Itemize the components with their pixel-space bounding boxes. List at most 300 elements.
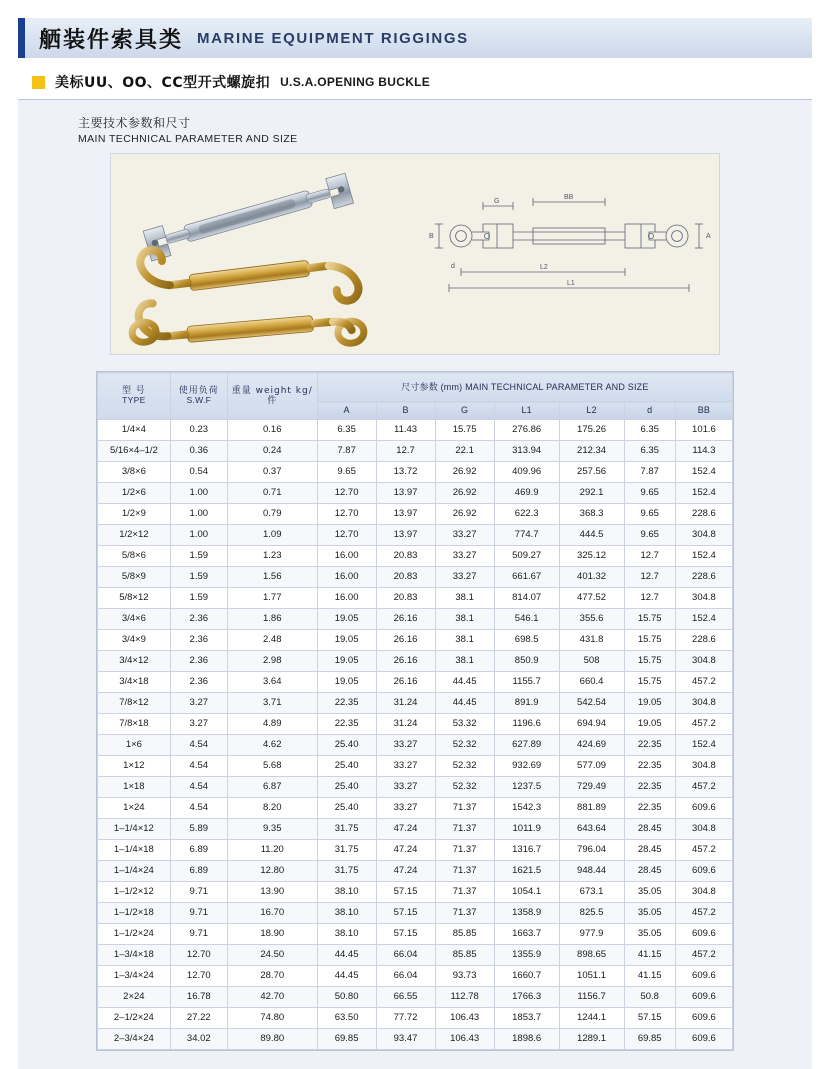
table-cell: 1/2×12 xyxy=(98,525,171,546)
table-cell: 4.54 xyxy=(170,777,227,798)
table-cell: 609.6 xyxy=(675,1008,732,1029)
params-label-block xyxy=(78,114,790,145)
table-cell: 26.16 xyxy=(376,609,435,630)
table-cell: 1.00 xyxy=(170,483,227,504)
table-cell: 28.45 xyxy=(624,861,675,882)
table-cell: 355.6 xyxy=(559,609,624,630)
table-row xyxy=(98,546,733,567)
table-cell: 932.69 xyxy=(494,756,559,777)
table-cell: 35.05 xyxy=(624,903,675,924)
table-cell: 101.6 xyxy=(675,420,732,441)
table-cell: 3/8×6 xyxy=(98,462,171,483)
table-row xyxy=(98,966,733,987)
table-cell: 38.10 xyxy=(317,903,376,924)
header-title-cn: 舾装件索具类 xyxy=(39,27,184,53)
col-header-b: B xyxy=(376,402,435,420)
table-cell: 3/4×18 xyxy=(98,672,171,693)
table-cell: 477.52 xyxy=(559,588,624,609)
table-cell: 7.87 xyxy=(624,462,675,483)
table-cell: 38.1 xyxy=(435,630,494,651)
table-row xyxy=(98,1008,733,1029)
table-cell: 25.40 xyxy=(317,798,376,819)
table-cell: 1054.1 xyxy=(494,882,559,903)
table-cell: 1–1/2×24 xyxy=(98,924,171,945)
spec-table-head xyxy=(98,373,733,420)
table-cell: 12.7 xyxy=(624,546,675,567)
table-cell: 1–3/4×24 xyxy=(98,966,171,987)
table-cell: 15.75 xyxy=(624,672,675,693)
table-cell: 66.04 xyxy=(376,966,435,987)
svg-text:d: d xyxy=(451,263,455,270)
table-cell: 26.16 xyxy=(376,651,435,672)
spec-table xyxy=(97,372,733,1050)
svg-text:A: A xyxy=(706,233,711,240)
table-cell: 31.75 xyxy=(317,819,376,840)
table-cell: 11.43 xyxy=(376,420,435,441)
table-cell: 2×24 xyxy=(98,987,171,1008)
table-cell: 44.45 xyxy=(435,693,494,714)
table-cell: 6.35 xyxy=(624,420,675,441)
table-cell: 304.8 xyxy=(675,756,732,777)
table-row xyxy=(98,567,733,588)
table-cell: 12.70 xyxy=(317,525,376,546)
table-cell: 1244.1 xyxy=(559,1008,624,1029)
table-cell: 444.5 xyxy=(559,525,624,546)
table-cell: 112.78 xyxy=(435,987,494,1008)
table-cell: 20.83 xyxy=(376,567,435,588)
table-cell: 19.05 xyxy=(317,672,376,693)
table-cell: 609.6 xyxy=(675,924,732,945)
table-row xyxy=(98,882,733,903)
table-cell: 16.70 xyxy=(227,903,317,924)
table-cell: 13.97 xyxy=(376,525,435,546)
table-cell: 5/8×6 xyxy=(98,546,171,567)
table-cell: 12.7 xyxy=(376,441,435,462)
table-cell: 57.15 xyxy=(376,903,435,924)
table-cell: 44.45 xyxy=(435,672,494,693)
table-cell: 643.64 xyxy=(559,819,624,840)
table-cell: 409.96 xyxy=(494,462,559,483)
table-cell: 11.20 xyxy=(227,840,317,861)
table-cell: 850.9 xyxy=(494,651,559,672)
table-cell: 12.80 xyxy=(227,861,317,882)
table-cell: 1.09 xyxy=(227,525,317,546)
table-row xyxy=(98,525,733,546)
table-cell: 6.35 xyxy=(317,420,376,441)
table-cell: 33.27 xyxy=(376,777,435,798)
table-cell: 2.48 xyxy=(227,630,317,651)
table-cell: 1156.7 xyxy=(559,987,624,1008)
table-cell: 660.4 xyxy=(559,672,624,693)
table-cell: 257.56 xyxy=(559,462,624,483)
table-cell: 1–1/4×12 xyxy=(98,819,171,840)
table-cell: 7/8×12 xyxy=(98,693,171,714)
table-cell: 1/2×9 xyxy=(98,504,171,525)
table-row xyxy=(98,840,733,861)
col-header-swf xyxy=(170,373,227,420)
table-cell: 1–1/2×18 xyxy=(98,903,171,924)
table-cell: 1766.3 xyxy=(494,987,559,1008)
col-header-g: G xyxy=(435,402,494,420)
table-cell: 304.8 xyxy=(675,651,732,672)
table-cell: 546.1 xyxy=(494,609,559,630)
table-cell: 9.65 xyxy=(624,525,675,546)
table-cell: 31.24 xyxy=(376,714,435,735)
table-row xyxy=(98,504,733,525)
table-cell: 9.71 xyxy=(170,882,227,903)
table-cell: 13.90 xyxy=(227,882,317,903)
svg-text:L2: L2 xyxy=(540,264,548,271)
col-header-type xyxy=(98,373,171,420)
col-header-group-size: 尺寸参数 (mm) MAIN TECHNICAL PARAMETER AND SIZE xyxy=(317,373,732,402)
table-cell: 2.98 xyxy=(227,651,317,672)
table-cell: 33.27 xyxy=(435,567,494,588)
table-cell: 212.34 xyxy=(559,441,624,462)
table-cell: 66.04 xyxy=(376,945,435,966)
table-cell: 12.70 xyxy=(317,483,376,504)
col-header-l2: L2 xyxy=(559,402,624,420)
table-cell: 881.89 xyxy=(559,798,624,819)
table-row xyxy=(98,651,733,672)
table-cell: 89.80 xyxy=(227,1029,317,1050)
table-cell: 3/4×6 xyxy=(98,609,171,630)
table-cell: 457.2 xyxy=(675,945,732,966)
table-cell: 3/4×9 xyxy=(98,630,171,651)
table-cell: 34.02 xyxy=(170,1029,227,1050)
table-cell: 1.23 xyxy=(227,546,317,567)
product-figure xyxy=(110,153,720,355)
table-cell: 276.86 xyxy=(494,420,559,441)
table-cell: 77.72 xyxy=(376,1008,435,1029)
table-cell: 3.64 xyxy=(227,672,317,693)
table-cell: 457.2 xyxy=(675,777,732,798)
table-cell: 825.5 xyxy=(559,903,624,924)
table-cell: 42.70 xyxy=(227,987,317,1008)
table-cell: 9.71 xyxy=(170,903,227,924)
table-cell: 52.32 xyxy=(435,756,494,777)
section-subtitle xyxy=(18,72,812,92)
table-cell: 1×24 xyxy=(98,798,171,819)
square-bullet-icon xyxy=(32,76,45,89)
col-header-d: d xyxy=(624,402,675,420)
table-cell: 50.80 xyxy=(317,987,376,1008)
table-row xyxy=(98,756,733,777)
table-cell: 457.2 xyxy=(675,672,732,693)
table-row xyxy=(98,798,733,819)
table-cell: 57.15 xyxy=(624,1008,675,1029)
header-row-1 xyxy=(98,373,733,402)
table-cell: 3/4×12 xyxy=(98,651,171,672)
table-cell: 12.70 xyxy=(170,966,227,987)
table-cell: 22.35 xyxy=(624,798,675,819)
table-cell: 325.12 xyxy=(559,546,624,567)
table-cell: 698.5 xyxy=(494,630,559,651)
technical-drawing xyxy=(421,172,713,312)
table-cell: 26.92 xyxy=(435,504,494,525)
table-cell: 304.8 xyxy=(675,819,732,840)
table-cell: 1×18 xyxy=(98,777,171,798)
svg-text:L1: L1 xyxy=(567,280,575,287)
table-cell: 292.1 xyxy=(559,483,624,504)
table-cell: 431.8 xyxy=(559,630,624,651)
table-cell: 577.09 xyxy=(559,756,624,777)
table-cell: 19.05 xyxy=(317,651,376,672)
table-cell: 891.9 xyxy=(494,693,559,714)
table-cell: 85.85 xyxy=(435,945,494,966)
table-cell: 9.71 xyxy=(170,924,227,945)
page-header xyxy=(18,18,812,58)
table-cell: 93.73 xyxy=(435,966,494,987)
table-cell: 152.4 xyxy=(675,735,732,756)
table-cell: 1011.9 xyxy=(494,819,559,840)
svg-text:B: B xyxy=(429,233,434,240)
table-cell: 15.75 xyxy=(624,630,675,651)
table-cell: 63.50 xyxy=(317,1008,376,1029)
table-cell: 31.24 xyxy=(376,693,435,714)
table-cell: 228.6 xyxy=(675,567,732,588)
table-cell: 28.45 xyxy=(624,840,675,861)
table-cell: 24.50 xyxy=(227,945,317,966)
table-cell: 622.3 xyxy=(494,504,559,525)
svg-text:BB: BB xyxy=(564,194,574,201)
table-cell: 5.68 xyxy=(227,756,317,777)
table-cell: 31.75 xyxy=(317,861,376,882)
table-cell: 69.85 xyxy=(624,1029,675,1050)
table-cell: 7/8×18 xyxy=(98,714,171,735)
col-header-type-en: TYPE xyxy=(122,395,146,406)
table-cell: 71.37 xyxy=(435,903,494,924)
table-cell: 175.26 xyxy=(559,420,624,441)
table-cell: 609.6 xyxy=(675,987,732,1008)
table-cell: 38.10 xyxy=(317,882,376,903)
params-label-en: MAIN TECHNICAL PARAMETER AND SIZE xyxy=(78,133,298,145)
table-cell: 2.36 xyxy=(170,651,227,672)
table-cell: 509.27 xyxy=(494,546,559,567)
table-cell: 25.40 xyxy=(317,777,376,798)
table-row xyxy=(98,588,733,609)
table-cell: 0.79 xyxy=(227,504,317,525)
table-row xyxy=(98,861,733,882)
table-cell: 35.05 xyxy=(624,924,675,945)
table-cell: 304.8 xyxy=(675,525,732,546)
col-header-swf-en: S.W.F xyxy=(186,395,212,406)
table-cell: 508 xyxy=(559,651,624,672)
table-cell: 13.72 xyxy=(376,462,435,483)
col-header-a: A xyxy=(317,402,376,420)
table-cell: 1663.7 xyxy=(494,924,559,945)
table-cell: 9.65 xyxy=(624,504,675,525)
table-cell: 19.05 xyxy=(317,609,376,630)
table-cell: 1660.7 xyxy=(494,966,559,987)
table-cell: 1×6 xyxy=(98,735,171,756)
table-cell: 3.27 xyxy=(170,693,227,714)
table-cell: 9.65 xyxy=(624,483,675,504)
table-cell: 0.16 xyxy=(227,420,317,441)
table-row xyxy=(98,819,733,840)
col-header-weight-cn: 重量 weight kg/件 xyxy=(231,385,313,406)
table-cell: 6.89 xyxy=(170,861,227,882)
table-cell: 22.35 xyxy=(317,693,376,714)
table-cell: 31.75 xyxy=(317,840,376,861)
table-cell: 457.2 xyxy=(675,903,732,924)
table-cell: 948.44 xyxy=(559,861,624,882)
table-cell: 152.4 xyxy=(675,462,732,483)
table-cell: 673.1 xyxy=(559,882,624,903)
table-cell: 457.2 xyxy=(675,714,732,735)
table-cell: 19.05 xyxy=(624,693,675,714)
table-cell: 12.7 xyxy=(624,567,675,588)
table-cell: 1289.1 xyxy=(559,1029,624,1050)
table-cell: 1621.5 xyxy=(494,861,559,882)
table-cell: 1×12 xyxy=(98,756,171,777)
table-cell: 52.32 xyxy=(435,777,494,798)
table-cell: 0.37 xyxy=(227,462,317,483)
table-cell: 1155.7 xyxy=(494,672,559,693)
table-row xyxy=(98,903,733,924)
col-header-swf-cn: 使用负荷 xyxy=(178,385,219,396)
table-cell: 424.69 xyxy=(559,735,624,756)
table-cell: 304.8 xyxy=(675,588,732,609)
table-row xyxy=(98,609,733,630)
subtitle-title-cn: 美标UU、OO、CC型开式螺旋扣 xyxy=(55,75,271,91)
table-cell: 9.35 xyxy=(227,819,317,840)
table-cell: 71.37 xyxy=(435,819,494,840)
table-cell: 4.54 xyxy=(170,798,227,819)
table-cell: 26.16 xyxy=(376,672,435,693)
table-cell: 694.94 xyxy=(559,714,624,735)
table-cell: 19.05 xyxy=(624,714,675,735)
table-cell: 1853.7 xyxy=(494,1008,559,1029)
table-cell: 152.4 xyxy=(675,483,732,504)
table-cell: 1–1/2×12 xyxy=(98,882,171,903)
table-cell: 52.32 xyxy=(435,735,494,756)
table-cell: 1542.3 xyxy=(494,798,559,819)
table-cell: 5/16×4–1/2 xyxy=(98,441,171,462)
table-cell: 368.3 xyxy=(559,504,624,525)
table-cell: 35.05 xyxy=(624,882,675,903)
table-cell: 609.6 xyxy=(675,1029,732,1050)
table-cell: 44.45 xyxy=(317,945,376,966)
table-cell: 53.32 xyxy=(435,714,494,735)
table-cell: 41.15 xyxy=(624,966,675,987)
table-cell: 33.27 xyxy=(376,735,435,756)
table-cell: 2.36 xyxy=(170,609,227,630)
table-cell: 1196.6 xyxy=(494,714,559,735)
table-cell: 977.9 xyxy=(559,924,624,945)
table-cell: 627.89 xyxy=(494,735,559,756)
table-cell: 19.05 xyxy=(317,630,376,651)
table-cell: 22.35 xyxy=(317,714,376,735)
table-cell: 44.45 xyxy=(317,966,376,987)
table-cell: 114.3 xyxy=(675,441,732,462)
content-panel xyxy=(18,100,812,1069)
table-cell: 1237.5 xyxy=(494,777,559,798)
table-cell: 1.00 xyxy=(170,525,227,546)
table-cell: 152.4 xyxy=(675,609,732,630)
table-cell: 457.2 xyxy=(675,840,732,861)
table-cell: 304.8 xyxy=(675,882,732,903)
table-cell: 1355.9 xyxy=(494,945,559,966)
col-header-weight xyxy=(227,373,317,420)
table-cell: 4.54 xyxy=(170,735,227,756)
table-cell: 228.6 xyxy=(675,504,732,525)
table-row xyxy=(98,924,733,945)
table-row xyxy=(98,1029,733,1050)
table-cell: 6.35 xyxy=(624,441,675,462)
table-cell: 4.54 xyxy=(170,756,227,777)
table-cell: 33.27 xyxy=(376,798,435,819)
table-cell: 33.27 xyxy=(376,756,435,777)
table-cell: 6.89 xyxy=(170,840,227,861)
table-cell: 774.7 xyxy=(494,525,559,546)
table-row xyxy=(98,714,733,735)
table-cell: 47.24 xyxy=(376,861,435,882)
table-cell: 38.1 xyxy=(435,588,494,609)
table-row xyxy=(98,672,733,693)
table-cell: 26.92 xyxy=(435,462,494,483)
table-cell: 18.90 xyxy=(227,924,317,945)
table-cell: 71.37 xyxy=(435,840,494,861)
table-cell: 66.55 xyxy=(376,987,435,1008)
table-cell: 93.47 xyxy=(376,1029,435,1050)
table-cell: 1.59 xyxy=(170,567,227,588)
page-root xyxy=(0,18,830,1044)
spec-table-wrap xyxy=(96,371,734,1051)
table-cell: 25.40 xyxy=(317,756,376,777)
table-cell: 33.27 xyxy=(435,525,494,546)
table-cell: 609.6 xyxy=(675,861,732,882)
table-cell: 1.77 xyxy=(227,588,317,609)
table-cell: 22.35 xyxy=(624,756,675,777)
table-cell: 469.9 xyxy=(494,483,559,504)
table-cell: 1–1/4×18 xyxy=(98,840,171,861)
table-row xyxy=(98,735,733,756)
table-cell: 12.70 xyxy=(317,504,376,525)
table-cell: 4.62 xyxy=(227,735,317,756)
table-cell: 152.4 xyxy=(675,546,732,567)
table-row xyxy=(98,777,733,798)
table-row xyxy=(98,420,733,441)
table-cell: 0.71 xyxy=(227,483,317,504)
table-cell: 796.04 xyxy=(559,840,624,861)
table-cell: 71.37 xyxy=(435,861,494,882)
table-cell: 5/8×9 xyxy=(98,567,171,588)
table-cell: 71.37 xyxy=(435,882,494,903)
table-cell: 0.24 xyxy=(227,441,317,462)
table-cell: 85.85 xyxy=(435,924,494,945)
table-cell: 1.86 xyxy=(227,609,317,630)
table-cell: 4.89 xyxy=(227,714,317,735)
table-cell: 729.49 xyxy=(559,777,624,798)
table-cell: 25.40 xyxy=(317,735,376,756)
header-title-en: MARINE EQUIPMENT RIGGINGS xyxy=(197,29,469,47)
table-cell: 1–3/4×18 xyxy=(98,945,171,966)
table-row xyxy=(98,945,733,966)
table-cell: 542.54 xyxy=(559,693,624,714)
table-cell: 106.43 xyxy=(435,1029,494,1050)
table-cell: 1.59 xyxy=(170,588,227,609)
table-cell: 22.35 xyxy=(624,777,675,798)
table-cell: 47.24 xyxy=(376,819,435,840)
table-cell: 69.85 xyxy=(317,1029,376,1050)
table-cell: 7.87 xyxy=(317,441,376,462)
table-cell: 1/4×4 xyxy=(98,420,171,441)
table-cell: 57.15 xyxy=(376,924,435,945)
col-header-type-cn: 型 号 xyxy=(121,385,146,396)
table-cell: 1–1/4×24 xyxy=(98,861,171,882)
svg-text:G: G xyxy=(494,198,500,205)
table-cell: 313.94 xyxy=(494,441,559,462)
